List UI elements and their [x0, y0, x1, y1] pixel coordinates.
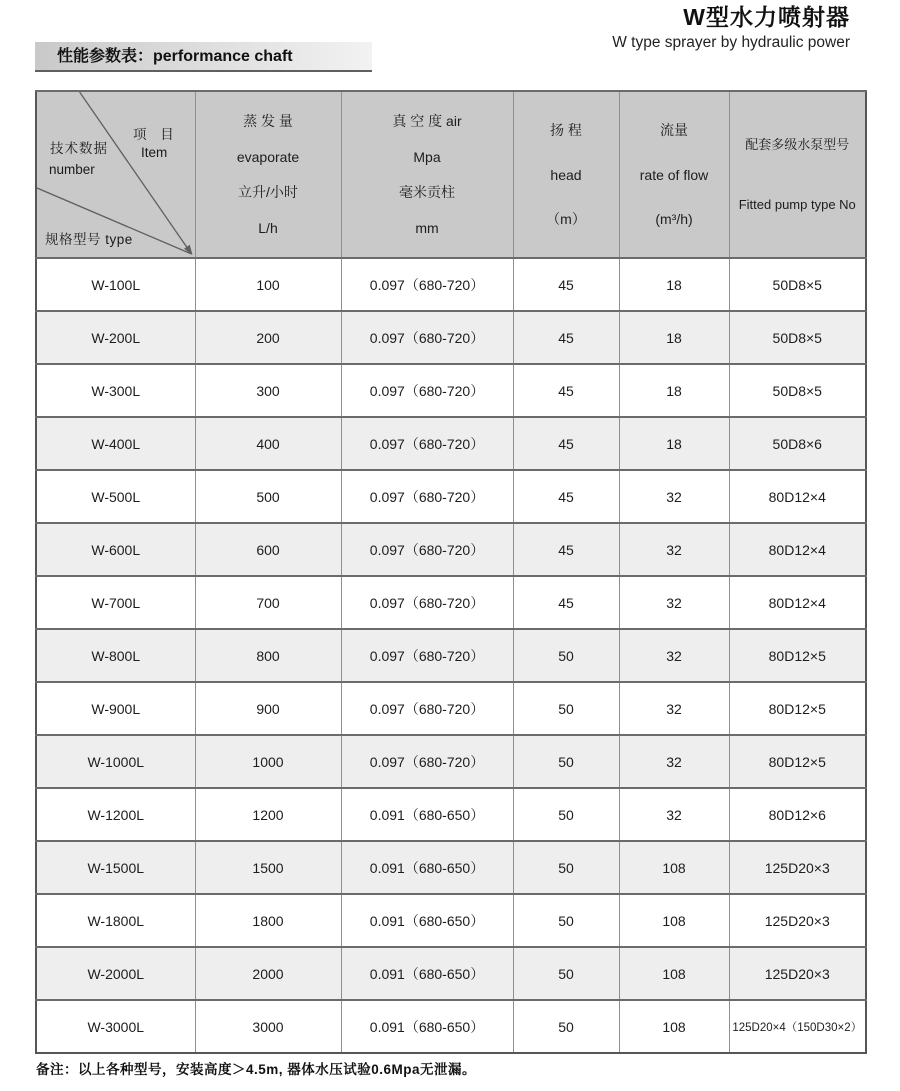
value-cell: 300 — [195, 364, 341, 417]
table-row — [36, 470, 866, 523]
value-cell: 600 — [195, 523, 341, 576]
value-cell: 80D12×5 — [729, 629, 866, 682]
performance-table — [35, 90, 867, 1054]
value-cell: 200 — [195, 311, 341, 364]
header-vacuum — [341, 91, 513, 258]
section-header-bar — [35, 42, 372, 72]
header-line: rate of flow — [639, 166, 709, 183]
value-cell: 500 — [195, 470, 341, 523]
model-cell: W-500L — [36, 470, 195, 523]
corner-cell — [36, 91, 195, 258]
value-cell: 50 — [513, 629, 619, 682]
table-row — [36, 1000, 866, 1053]
value-cell: 80D12×6 — [729, 788, 866, 841]
model-cell: W-800L — [36, 629, 195, 682]
value-cell: 45 — [513, 470, 619, 523]
header-line: evaporate — [236, 148, 300, 165]
value-cell: 18 — [619, 311, 729, 364]
note-text: 备注：以上各种型号，安装高度＞4.5m, 器体水压试验0.6Mpa无泄漏。 — [36, 1062, 477, 1077]
table-body — [36, 258, 866, 1053]
value-cell: 125D20×3 — [729, 894, 866, 947]
value-cell: 80D12×5 — [729, 682, 866, 735]
model-cell: W-1000L — [36, 735, 195, 788]
value-cell: 900 — [195, 682, 341, 735]
model-cell: W-1200L — [36, 788, 195, 841]
table-row — [36, 417, 866, 470]
corner-label-item-en: Item — [141, 145, 168, 160]
table-row — [36, 788, 866, 841]
value-cell: 1800 — [195, 894, 341, 947]
value-cell: 0.097（680-720） — [341, 417, 513, 470]
value-cell: 0.097（680-720） — [341, 470, 513, 523]
value-cell: 108 — [619, 1000, 729, 1053]
table-header — [36, 91, 866, 258]
header-line: 毫米贡柱 — [399, 184, 455, 201]
model-cell: W-100L — [36, 258, 195, 311]
header-line: Mpa — [413, 148, 441, 165]
table-row — [36, 364, 866, 417]
value-cell: 50 — [513, 735, 619, 788]
table-row — [36, 947, 866, 1000]
value-cell: 108 — [619, 841, 729, 894]
value-cell: 0.097（680-720） — [341, 523, 513, 576]
corner-label-type: 规格型号 type — [45, 232, 133, 247]
value-cell: 45 — [513, 417, 619, 470]
header-line: 流量 — [660, 121, 688, 138]
value-cell: 50 — [513, 894, 619, 947]
value-cell: 80D12×5 — [729, 735, 866, 788]
value-cell: 3000 — [195, 1000, 341, 1053]
table-row — [36, 735, 866, 788]
model-cell: W-1500L — [36, 841, 195, 894]
header-evaporate — [195, 91, 341, 258]
value-cell: 32 — [619, 523, 729, 576]
header-line: 蒸 发 量 — [243, 112, 293, 129]
value-cell: 2000 — [195, 947, 341, 1000]
header-line: L/h — [258, 220, 278, 237]
header-line: （m） — [546, 211, 586, 228]
value-cell: 400 — [195, 417, 341, 470]
value-cell: 45 — [513, 523, 619, 576]
value-cell: 100 — [195, 258, 341, 311]
value-cell: 32 — [619, 735, 729, 788]
model-cell: W-3000L — [36, 1000, 195, 1053]
value-cell: 0.091（680-650） — [341, 1000, 513, 1053]
value-cell: 0.097（680-720） — [341, 364, 513, 417]
value-cell: 50 — [513, 682, 619, 735]
table-row — [36, 258, 866, 311]
value-cell: 32 — [619, 470, 729, 523]
header-line: head — [550, 166, 582, 183]
table-row — [36, 523, 866, 576]
corner-cell-inner — [37, 92, 195, 257]
value-cell: 0.091（680-650） — [341, 947, 513, 1000]
value-cell: 45 — [513, 258, 619, 311]
value-cell: 50 — [513, 947, 619, 1000]
value-cell: 50 — [513, 788, 619, 841]
value-cell: 50D8×5 — [729, 258, 866, 311]
header-line: 扬 程 — [550, 121, 582, 138]
header-line: Fitted pump type No — [738, 196, 856, 212]
table-row — [36, 576, 866, 629]
value-cell: 125D20×4（150D30×2） — [729, 1000, 866, 1053]
table-header-row — [36, 91, 866, 258]
table-row — [36, 311, 866, 364]
header-line: mm — [415, 220, 439, 237]
table-row — [36, 841, 866, 894]
model-cell: W-400L — [36, 417, 195, 470]
value-cell: 18 — [619, 364, 729, 417]
value-cell: 800 — [195, 629, 341, 682]
value-cell: 700 — [195, 576, 341, 629]
page-title-block — [612, 2, 850, 52]
corner-label-number-cn: 技术数据 — [50, 141, 108, 156]
value-cell: 1000 — [195, 735, 341, 788]
value-cell: 45 — [513, 576, 619, 629]
value-cell: 0.097（680-720） — [341, 682, 513, 735]
value-cell: 125D20×3 — [729, 947, 866, 1000]
value-cell: 18 — [619, 258, 729, 311]
model-cell: W-600L — [36, 523, 195, 576]
header-flow — [619, 91, 729, 258]
value-cell: 45 — [513, 311, 619, 364]
value-cell: 0.091（680-650） — [341, 894, 513, 947]
value-cell: 0.097（680-720） — [341, 576, 513, 629]
value-cell: 32 — [619, 576, 729, 629]
corner-label-item-cn: 项 目 — [133, 127, 179, 142]
page-title-cn: W型水力喷射器 — [683, 4, 850, 30]
value-cell: 0.091（680-650） — [341, 841, 513, 894]
value-cell: 0.097（680-720） — [341, 735, 513, 788]
value-cell: 0.097（680-720） — [341, 311, 513, 364]
table-row — [36, 682, 866, 735]
model-cell: W-300L — [36, 364, 195, 417]
value-cell: 50 — [513, 1000, 619, 1053]
header-line: 真 空 度 air — [392, 112, 462, 129]
model-cell: W-900L — [36, 682, 195, 735]
value-cell: 45 — [513, 364, 619, 417]
header-head — [513, 91, 619, 258]
value-cell: 50D8×5 — [729, 311, 866, 364]
header-line: (m³/h) — [655, 211, 693, 228]
corner-label-number-en: number — [49, 162, 95, 177]
page-title-en: W type sprayer by hydraulic power — [612, 34, 850, 51]
value-cell: 108 — [619, 894, 729, 947]
header-line: 配套多级水泵型号 — [745, 137, 850, 153]
value-cell: 50D8×5 — [729, 364, 866, 417]
value-cell: 50D8×6 — [729, 417, 866, 470]
model-cell: W-200L — [36, 311, 195, 364]
value-cell: 108 — [619, 947, 729, 1000]
value-cell: 32 — [619, 788, 729, 841]
table-row — [36, 894, 866, 947]
value-cell: 0.097（680-720） — [341, 629, 513, 682]
model-cell: W-2000L — [36, 947, 195, 1000]
value-cell: 125D20×3 — [729, 841, 866, 894]
performance-table-wrapper — [35, 90, 865, 1054]
model-cell: W-1800L — [36, 894, 195, 947]
value-cell: 18 — [619, 417, 729, 470]
header-pump — [729, 91, 866, 258]
value-cell: 80D12×4 — [729, 523, 866, 576]
table-row — [36, 629, 866, 682]
value-cell: 1200 — [195, 788, 341, 841]
value-cell: 32 — [619, 629, 729, 682]
value-cell: 0.097（680-720） — [341, 258, 513, 311]
model-cell: W-700L — [36, 576, 195, 629]
value-cell: 50 — [513, 841, 619, 894]
section-title: 性能参数表：performance chaft — [57, 48, 293, 65]
value-cell: 80D12×4 — [729, 576, 866, 629]
value-cell: 1500 — [195, 841, 341, 894]
value-cell: 32 — [619, 682, 729, 735]
arrowhead-icon — [184, 245, 193, 255]
value-cell: 0.091（680-650） — [341, 788, 513, 841]
value-cell: 80D12×4 — [729, 470, 866, 523]
header-line: 立升/小时 — [238, 184, 298, 201]
